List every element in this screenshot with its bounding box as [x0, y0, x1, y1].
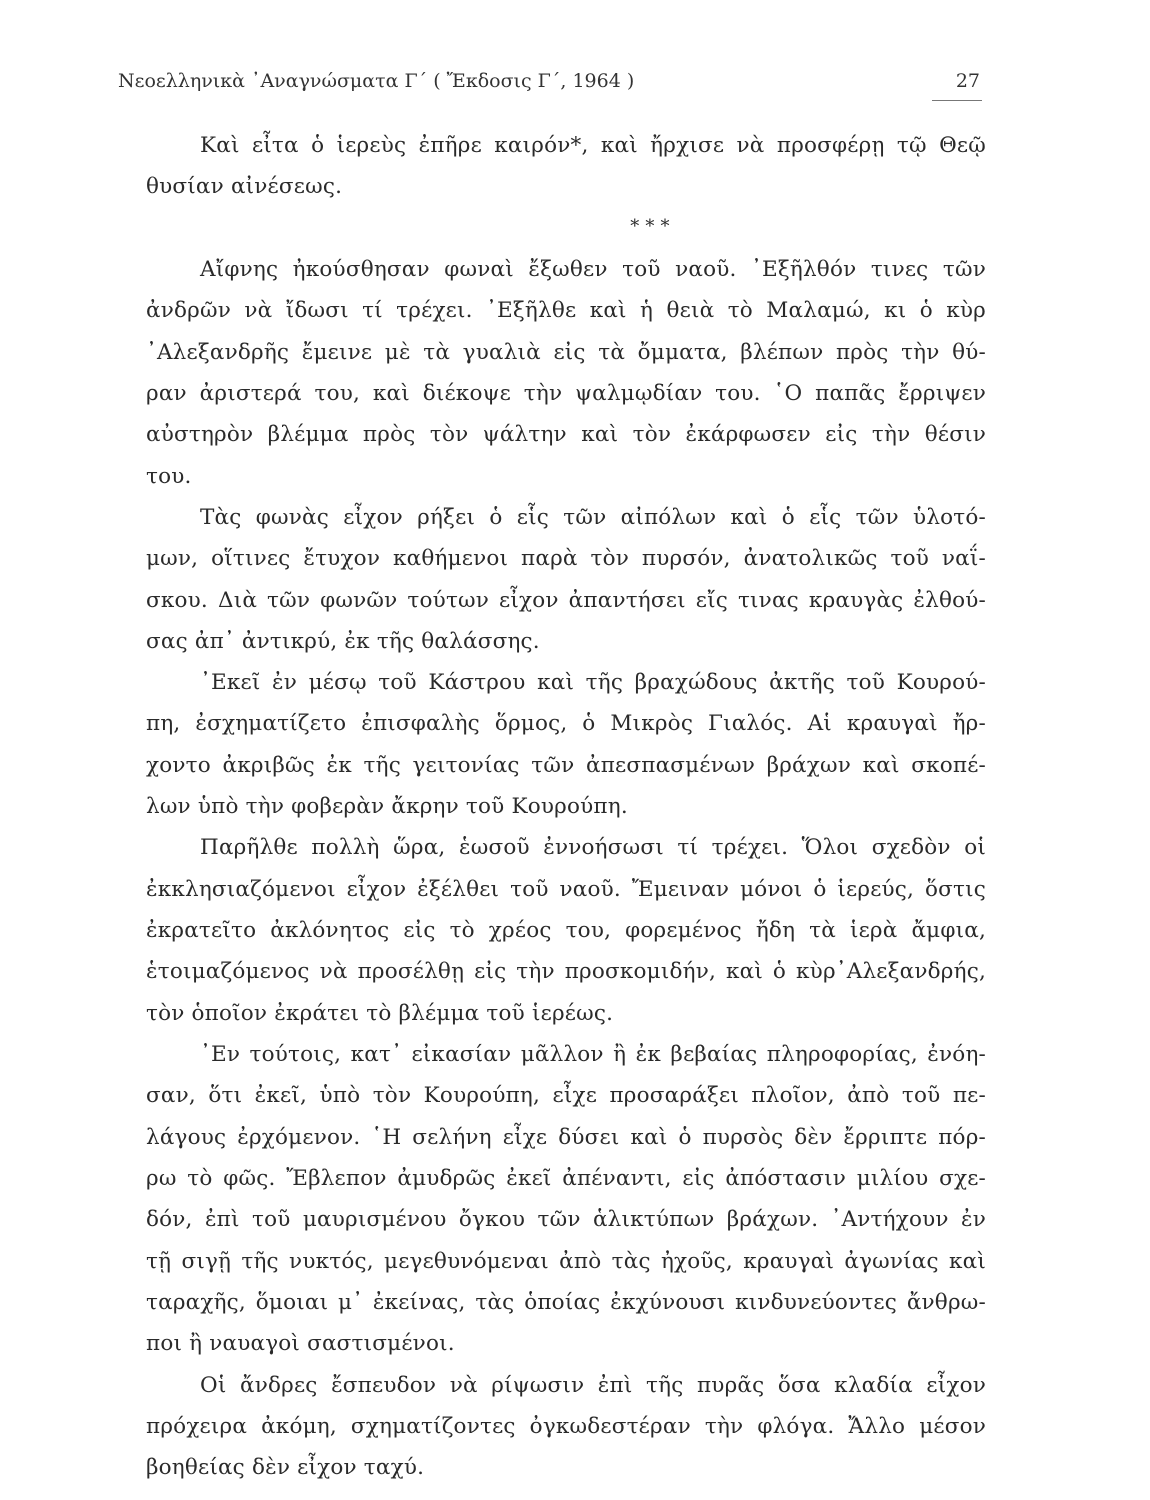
- text-line: Τὰς φωνὰς εἶχον ρήξει ὁ εἷς τῶν αἰπόλων καὶ ὁ εἷς τῶν ὑλοτό-: [200, 505, 986, 530]
- text-line: δόν, ἐπὶ τοῦ μαυρισμένου ὄγκου τῶν ἁλικτύπων βράχων. ᾿Αντήχουν ἐν: [146, 1207, 986, 1232]
- text-line: Οἱ ἄνδρες ἔσπευδον νὰ ρίψωσιν ἐπὶ τῆς πυρᾶς ὅσα κλαδία εἶχον: [200, 1373, 986, 1398]
- text-line: ἑτοιμαζόμενος νὰ προσέλθῃ εἰς τὴν προσκομιδήν, καὶ ὁ κὺρ᾿Αλεξανδρής,: [146, 959, 986, 984]
- text-line: θυσίαν αἰνέσεως.: [146, 174, 343, 199]
- text-line: Καὶ εἶτα ὁ ἱερεὺς ἐπῆρε καιρόν*, καὶ ἤρχισε νὰ προσφέρῃ τῷ Θεῷ: [200, 133, 986, 158]
- text-line: τῇ σιγῇ τῆς νυκτός, μεγεθυνόμεναι ἀπὸ τὰς ἠχοῦς, κραυγαὶ ἀγωνίας καὶ: [146, 1249, 986, 1274]
- text-line: βοηθείας δὲν εἶχον ταχύ.: [146, 1455, 425, 1480]
- text-line: ἀνδρῶν νὰ ἴδωσι τί τρέχει. ᾿Εξῆλθε καὶ ἡ θειὰ τὸ Μαλαμώ, κι ὁ κὺρ: [146, 298, 986, 323]
- text-line: τὸν ὁποῖον ἐκράτει τὸ βλέμμα τοῦ ἱερέως.: [146, 1001, 614, 1026]
- text-line: Παρῆλθε πολλὴ ὥρα, ἑωσοῦ ἐννοήσωσι τί τρέχει. Ὅλοι σχεδὸν οἱ: [200, 835, 986, 860]
- text-line: λων ὑπὸ τὴν φοβερὰν ἄκρην τοῦ Κουρούπη.: [146, 794, 628, 819]
- text-line: ταραχῆς, ὅμοιαι μ᾿ ἐκείνας, τὰς ὁποίας ἐκχύνουσι κινδυνεύοντες ἄνθρω-: [146, 1290, 986, 1315]
- text-line: του.: [146, 464, 192, 489]
- text-line: αὐστηρὸν βλέμμα πρὸς τὸν ψάλτην καὶ τὸν ἐκάρφωσεν εἰς τὴν θέσιν: [146, 422, 986, 447]
- text-line: πρόχειρα ἀκόμη, σχηματίζοντες ὀγκωδεστέραν τὴν φλόγα. Ἄλλο μέσον: [146, 1414, 986, 1439]
- text-line: λάγους ἐρχόμενον. ῾Η σελήνη εἶχε δύσει καὶ ὁ πυρσὸς δὲν ἔρριπτε πόρ-: [146, 1125, 986, 1150]
- text-line: ἐκκλησιαζόμενοι εἶχον ἐξέλθει τοῦ ναοῦ. Ἔμειναν μόνοι ὁ ἱερεύς, ὅστις: [146, 877, 986, 902]
- text-line: ποι ἢ ναυαγοὶ σαστισμένοι.: [146, 1331, 455, 1356]
- text-line: ρω τὸ φῶς. Ἔβλεπον ἀμυδρῶς ἐκεῖ ἀπέναντι, εἰς ἀπόστασιν μιλίου σχε-: [146, 1166, 986, 1191]
- text-line: πη, ἐσχηματίζετο ἐπισφαλὴς ὅρμος, ὁ Μικρὸς Γιαλός. Αἱ κραυγαὶ ἤρ-: [146, 711, 986, 736]
- text-line: ᾿Εν τούτοις, κατ᾿ εἰκασίαν μᾶλλον ἢ ἐκ βεβαίας πληροφορίας, ἐνόη-: [200, 1042, 986, 1067]
- text-line: Αἴφνης ἠκούσθησαν φωναὶ ἔξωθεν τοῦ ναοῦ. ᾿Εξῆλθόν τινες τῶν: [200, 257, 986, 282]
- text-line: ἐκρατεῖτο ἀκλόνητος εἰς τὸ χρέος του, φορεμένος ἤδη τὰ ἱερὰ ἄμφια,: [146, 918, 986, 943]
- header-title: Νεοελληνικὰ ᾿Αναγνώσματα Γ´ ( Ἔκδοσις Γ´, 1964 ): [118, 70, 635, 92]
- section-break: * * *: [630, 216, 670, 237]
- page-number: 27: [955, 70, 980, 92]
- text-line: σαν, ὅτι ἐκεῖ, ὑπὸ τὸν Κουρούπη, εἶχε προσαράξει πλοῖον, ἀπὸ τοῦ πε-: [146, 1083, 986, 1108]
- text-line: χοντο ἀκριβῶς ἐκ τῆς γειτονίας τῶν ἀπεσπασμένων βράχων καὶ σκοπέ-: [146, 753, 986, 778]
- text-line: σκου. Διὰ τῶν φωνῶν τούτων εἶχον ἀπαντήσει εἴς τινας κραυγὰς ἐλθού-: [146, 588, 986, 613]
- text-line: σας ἀπ᾿ ἀντικρύ, ἐκ τῆς θαλάσσης.: [146, 629, 540, 654]
- text-line: ᾿Αλεξανδρῆς ἔμεινε μὲ τὰ γυαλιὰ εἰς τὰ ὄμματα, βλέπων πρὸς τὴν θύ-: [146, 340, 986, 365]
- text-line: ᾿Εκεῖ ἐν μέσῳ τοῦ Κάστρου καὶ τῆς βραχώδους ἀκτῆς τοῦ Κουρού-: [200, 670, 986, 695]
- header-rule: [932, 100, 982, 101]
- running-header: [118, 70, 980, 92]
- text-line: ραν ἀριστερά του, καὶ διέκοψε τὴν ψαλμῳδίαν του. ῾Ο παπᾶς ἔρριψεν: [146, 381, 986, 406]
- text-line: μων, οἵτινες ἔτυχον καθήμενοι παρὰ τὸν πυρσόν, ἀνατολικῶς τοῦ ναΐ-: [146, 546, 986, 571]
